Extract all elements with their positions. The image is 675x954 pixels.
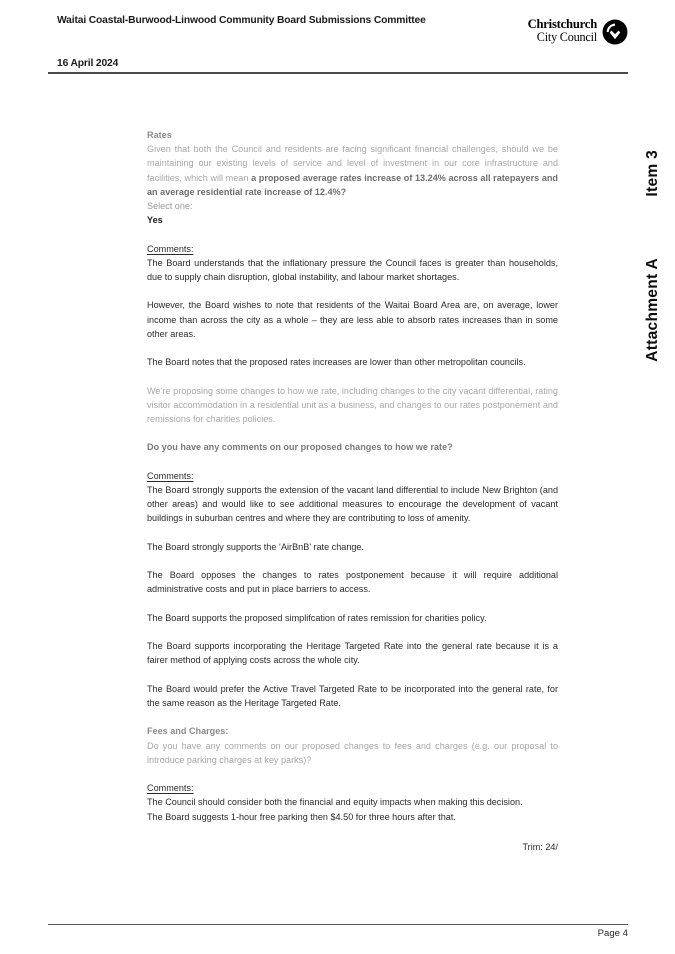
spacer [147,526,558,540]
rates-question-emphasis: a proposed average rates increase of 13.24% across all ratepayers and an average residential rate increase of 12.4%? [147,172,558,197]
logo-line-2: City Council [536,30,597,44]
comments-label-text: Comments: [147,243,194,254]
spacer [147,369,558,383]
comments-label-2 [147,469,558,483]
comment-2-paragraph-6: The Board would prefer the Active Travel Targeted Rate to be incorporated into the general rate, for the same reason as the Heritage Targeted Rate. [147,683,558,708]
document-body [147,128,558,824]
spacer [147,455,558,469]
rates-heading: Rates [147,130,172,140]
fees-question: Do you have any comments on our proposed changes to fees and charges (e.g. our proposal to introduce parking charges at key parks)? [147,740,558,765]
spacer [147,284,558,298]
comment-3-paragraph-2: The Board suggests 1-hour free parking then $4.50 for three hours after that. [147,811,456,822]
comments-label-text: Comments: [147,783,194,794]
logo-text [528,17,597,45]
comment-1-paragraph-2: However, the Board wishes to note that residents of the Waitai Board Area are, on average, lower income than across the city as a whole – they are less able to absorb rates increases than in some other areas. [147,300,558,339]
header-title: Waitai Coastal-Burwood-Linwood Community Board Submissions Committee [57,15,426,26]
comment-1-paragraph-3: The Board notes that the proposed rates increases are lower than other metropolitan councils. [147,357,526,368]
side-tab-attachment-label: Attachment A [644,258,661,362]
rates-answer: Yes [147,215,163,226]
comment-3-paragraph-1: The Council should consider both the financial and equity impacts when making this decision. [147,797,523,808]
spacer [147,767,558,781]
comments-label-text: Comments: [147,470,194,481]
side-tab-item-label: Item 3 [644,150,661,197]
side-tab [636,0,670,430]
footer-divider [48,924,628,925]
comment-2-paragraph-4: The Board supports the proposed simplifcation of rates remission for charities policy. [147,612,487,623]
header-date: 16 April 2024 [57,58,119,69]
trim-reference: Trim: 24/ [522,842,558,852]
page-number: Page 4 [597,928,628,939]
spacer [147,710,558,724]
rates-question-plain: Given that both the Council and residents are facing significant financial challenges, should we be maintaining our existing levels of service and level of investment in our core infrastructure and facilities, which will mean [147,144,558,183]
comment-2-paragraph-5: The Board supports incorporating the Heritage Targeted Rate into the general rate because it is a fairer method of applying costs across the whole city. [147,641,558,666]
header-divider [48,72,628,74]
spacer [147,597,558,611]
comments-label-1 [147,242,558,256]
comment-2-paragraph-1: The Board strongly supports the extension of the vacant land differential to include New Brighton (and other areas) and would like to see additional measures to encourage the development of vacant buildings in suburban centres and where they are contributing to loss of amenity. [147,484,558,524]
christchurch-city-council-logo [512,17,628,49]
spacer [147,341,558,355]
fees-and-charges-heading: Fees and Charges: [147,726,229,737]
comment-2-paragraph-3: The Board opposes the changes to rates postponement because it will require additional administrative costs and put in place barriers to access. [147,570,558,595]
ccc-emblem-icon [602,19,628,45]
spacer [147,554,558,568]
spacer [147,625,558,639]
rate-changes-question: Do you have any comments on our proposed changes to how we rate? [147,442,453,453]
comment-1-paragraph-1: The Board understands that the inflationary pressure the Council faces is greater than households, due to supply chain disruption, global instability, and labour market shortages. [147,257,558,283]
spacer [147,426,558,440]
comment-2-paragraph-2: The Board strongly supports the ‘AirBnB’ rate change. [147,541,365,552]
spacer [147,227,558,241]
logo-line-1: Christchurch [527,17,597,31]
rates-question [147,142,558,199]
comments-label-3 [147,781,558,795]
select-one-label: Select one: [147,201,193,212]
rate-changes-intro: We’re proposing some changes to how we rate, including changes to the city vacant differential, rating visitor accommodation in a residential unit as a business, and changes to our rates postponement and remissions for charities policies. [147,385,558,424]
spacer [147,668,558,682]
